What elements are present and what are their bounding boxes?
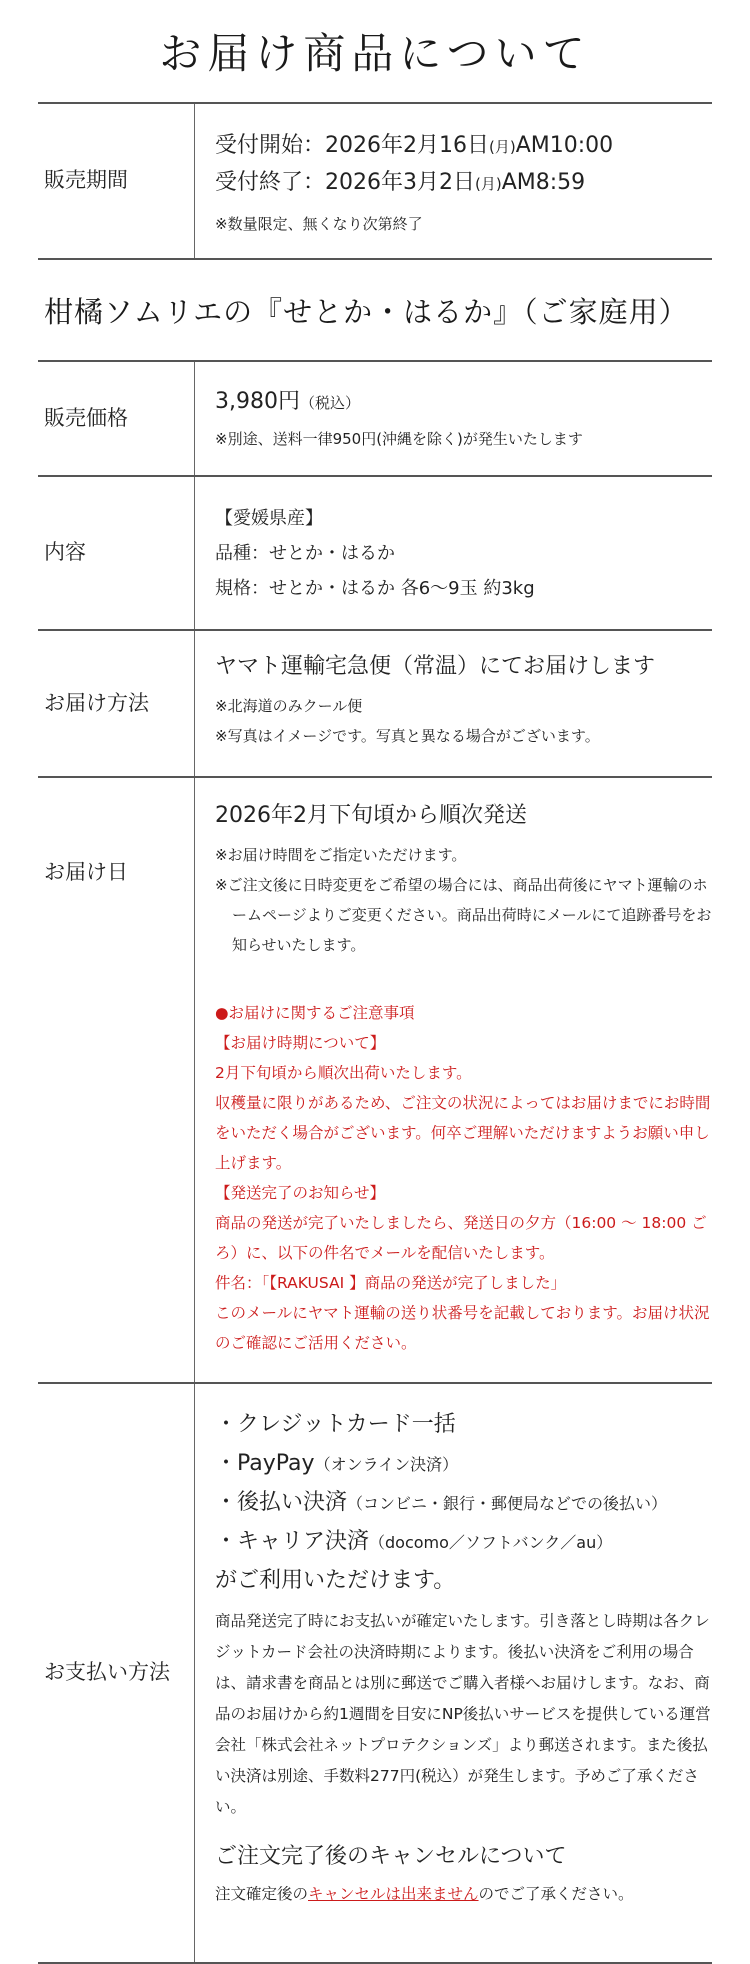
sales-end-time: AM8:59 <box>501 170 586 195</box>
delivery-date-note: ※お届け時間をご指定いただけます。 <box>215 846 467 864</box>
price-content <box>195 362 712 475</box>
delivery-method-note: ※北海道のみクール便 <box>215 697 363 715</box>
sales-period-content <box>195 104 712 258</box>
sales-period-label: 販売期間 <box>38 104 195 258</box>
contents-label: 内容 <box>38 477 195 629</box>
cancel-post: のでご了承ください。 <box>478 1885 634 1903</box>
delivery-caution <box>215 998 712 1358</box>
sales-end-day: (月) <box>474 175 502 193</box>
caution-line: ●お届けに関するご注意事項 <box>215 1004 415 1022</box>
payment-method <box>215 1406 712 1445</box>
page-title: お届け商品について <box>159 29 591 78</box>
payment-available: がご利用いただけます。 <box>215 1568 456 1593</box>
payment-method-name: ・PayPay <box>215 1451 315 1476</box>
payment-detail: 商品発送完了時にお支払いが確定いたします。引き落とし時期は各クレジットカード会社の決済時期によります。後払い決済をご利用の場合は、請求書を商品とは別に郵送でご購入者様へお届けします。なお、商品のお届けから約1週間を目安にNP後払いサービスを提供している運営会社「株式会社ネットプロテクションズ」より郵送されます。また後払い決済は別途、手数料277円(税込）が発生します。予めご了承ください。 <box>215 1612 711 1816</box>
contents-line: 規格：せとか・はるか 各6～9玉 約3kg <box>215 578 535 599</box>
sales-end <box>215 165 712 202</box>
price-note: ※別途、送料一律950円(沖縄を除く)が発生いたします <box>215 430 583 448</box>
delivery-method-label: お届け方法 <box>38 631 195 776</box>
cancel-title: ご注文完了後のキャンセルについて <box>215 1844 567 1869</box>
payment-method <box>215 1484 712 1523</box>
caution-line: 2月下旬頃から順次出荷いたします。 <box>215 1064 472 1082</box>
sales-period-note: ※数量限定、無くなり次第終了 <box>215 215 423 233</box>
payment-label: お支払い方法 <box>38 1384 195 1962</box>
payment-method-sub: （オンライン決済） <box>314 1455 459 1474</box>
price-value: 3,980円 <box>215 389 300 414</box>
product-title: 柑橘ソムリエの『せとか・はるか』（ご家庭用） <box>44 294 689 329</box>
caution-line: 件名：「【RAKUSAI 】商品の発送が完了しました」 <box>215 1274 567 1292</box>
caution-line: 【発送完了のお知らせ】 <box>215 1184 386 1202</box>
payment-method-name: ・後払い決済 <box>215 1490 348 1515</box>
contents-content <box>195 477 712 629</box>
caution-line: このメールにヤマト運輸の送り状番号を記載しております。お届け状況のご確認にご活用ください。 <box>215 1304 710 1352</box>
sales-start-date: 受付開始：2026年2月16日 <box>215 133 489 158</box>
price-tax: （税込） <box>299 394 360 412</box>
sales-start-day: (月) <box>488 138 516 156</box>
payment-row <box>38 1384 712 1962</box>
payment-method <box>215 1523 712 1562</box>
contents-row <box>38 477 712 629</box>
cancel-red: キャンセルは出来ません <box>308 1885 479 1903</box>
delivery-method-row <box>38 631 712 776</box>
price-label: 販売価格 <box>38 362 195 475</box>
sales-start-time: AM10:00 <box>515 133 614 158</box>
payment-method <box>215 1445 712 1484</box>
caution-line: 収穫量に限りがあるため、ご注文の状況によってはお届けまでにお時間をいただく場合がございます。何卒ご理解いただけますようお願い申し上げます。 <box>215 1094 711 1172</box>
delivery-method-main: ヤマト運輸宅急便（常温）にてお届けします <box>215 654 656 679</box>
delivery-method-content <box>195 631 712 776</box>
delivery-date-label: お届け日 <box>38 778 195 1382</box>
caution-line: 【お届け時期について】 <box>215 1034 386 1052</box>
payment-method-name: ・キャリア決済 <box>215 1529 370 1554</box>
sales-period-row <box>38 104 712 258</box>
sales-end-date: 受付終了：2026年3月2日 <box>215 170 475 195</box>
price-row <box>38 362 712 475</box>
delivery-date-main: 2026年2月下旬頃から順次発送 <box>215 803 527 828</box>
cancel-pre: 注文確定後の <box>215 1885 309 1903</box>
payment-method-name: ・クレジットカード一括 <box>215 1412 456 1437</box>
contents-line: 品種：せとか・はるか <box>215 543 395 564</box>
delivery-date-row <box>38 778 712 1382</box>
delivery-date-content <box>195 778 712 1382</box>
contents-line: 【愛媛県産】 <box>215 508 323 529</box>
sales-start <box>215 128 712 165</box>
caution-line: 商品の発送が完了いたしましたら、発送日の夕方（16:00 ～ 18:00 ごろ）に、以下の件名でメールを配信いたします。 <box>215 1214 707 1262</box>
payment-method-sub: （コンビニ・銀行・郵便局などでの後払い） <box>347 1494 668 1513</box>
payment-method-sub: （docomo／ソフトバンク／au） <box>369 1533 613 1552</box>
price-value-line <box>215 384 712 421</box>
delivery-method-note: ※写真はイメージです。写真と異なる場合がございます。 <box>215 727 600 745</box>
delivery-date-note: ※ご注文後に日時変更をご希望の場合には、商品出荷後にヤマト運輸のホームページよりご変更ください。商品出荷時にメールにて追跡番号をお知らせいたします。 <box>215 876 712 954</box>
cancel-note <box>215 1879 712 1910</box>
payment-content <box>195 1384 712 1962</box>
